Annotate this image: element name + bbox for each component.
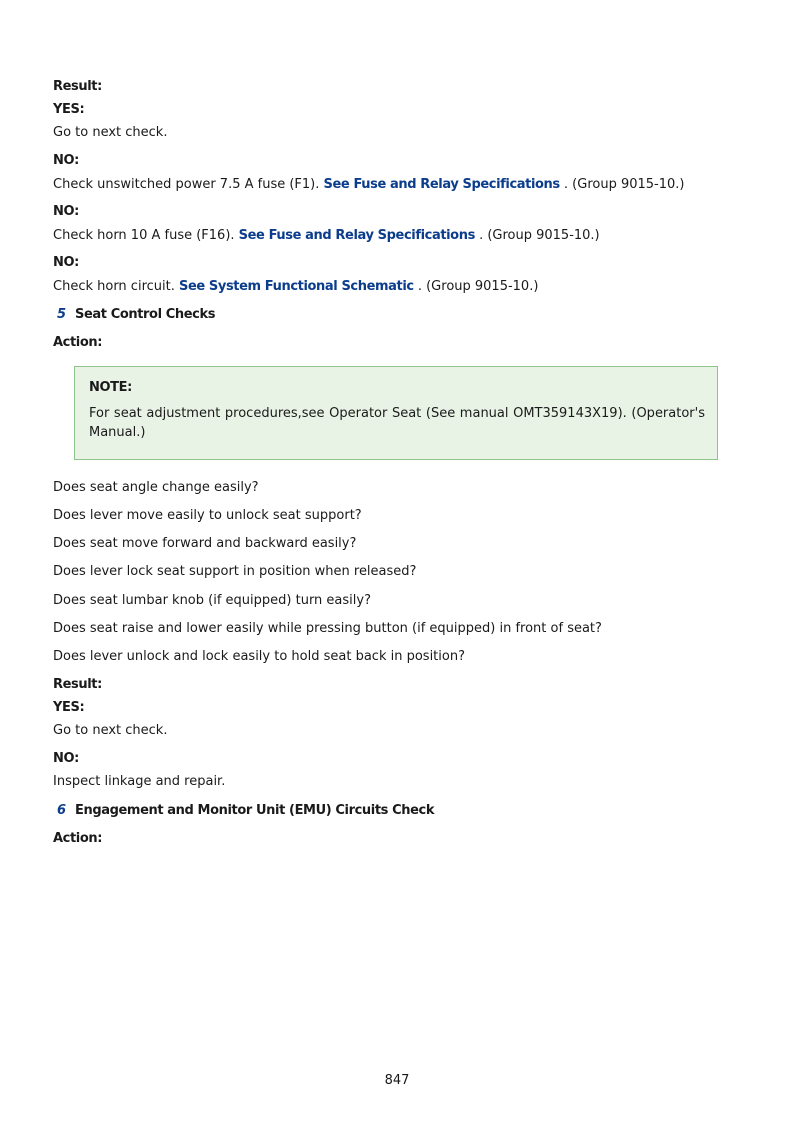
no-label: NO: [53,255,79,270]
check-question: Does lever lock seat support in position when released? [53,564,417,579]
no-text [53,228,600,244]
fuse-relay-spec-link[interactable]: See Fuse and Relay Specifications [323,177,560,192]
yes-label: YES: [53,700,85,715]
page-number: 847 [384,1073,410,1088]
check-question: Does seat raise and lower easily while pressing button (if equipped) in front of seat? [53,621,602,636]
system-schematic-link[interactable]: See System Functional Schematic [179,279,414,294]
note-body: For seat adjustment procedures,see Operator Seat (See manual OMT359143X19). (Operator's Manual.) [89,406,705,440]
group-reference: . (Group 9015-10.) [563,177,685,192]
no-label: NO: [53,153,79,168]
no-text [53,279,538,295]
step-title: Seat Control Checks [75,307,216,322]
action-label: Action: [53,831,103,846]
no-label: NO: [53,204,79,219]
check-question: Does seat move forward and backward easily? [53,536,357,551]
no-text: Inspect linkage and repair. [53,774,226,789]
check-question: Does seat lumbar knob (if equipped) turn easily? [53,593,371,608]
no-instruction: Check horn 10 A fuse (F16). [53,228,235,243]
no-instruction: Check horn circuit. [53,279,175,294]
check-question: Does seat angle change easily? [53,480,259,495]
no-label: NO: [53,751,79,766]
yes-text: Go to next check. [53,723,168,738]
no-text [53,177,684,193]
check-question: Does lever unlock and lock easily to hold seat back in position? [53,649,465,664]
action-label: Action: [53,335,103,350]
result-heading: Result: [53,677,102,692]
step-number: 6 [57,803,67,818]
yes-label: YES: [53,102,85,117]
note-title: NOTE: [89,380,132,395]
note-box [74,366,718,460]
fuse-relay-spec-link[interactable]: See Fuse and Relay Specifications [238,228,475,243]
step-number: 5 [57,307,67,322]
group-reference: . (Group 9015-10.) [417,279,539,294]
yes-text: Go to next check. [53,125,168,140]
result-heading: Result: [53,79,102,94]
no-instruction: Check unswitched power 7.5 A fuse (F1). [53,177,320,192]
step-title: Engagement and Monitor Unit (EMU) Circuits Check [75,803,435,818]
group-reference: . (Group 9015-10.) [479,228,600,243]
check-question: Does lever move easily to unlock seat support? [53,508,362,523]
